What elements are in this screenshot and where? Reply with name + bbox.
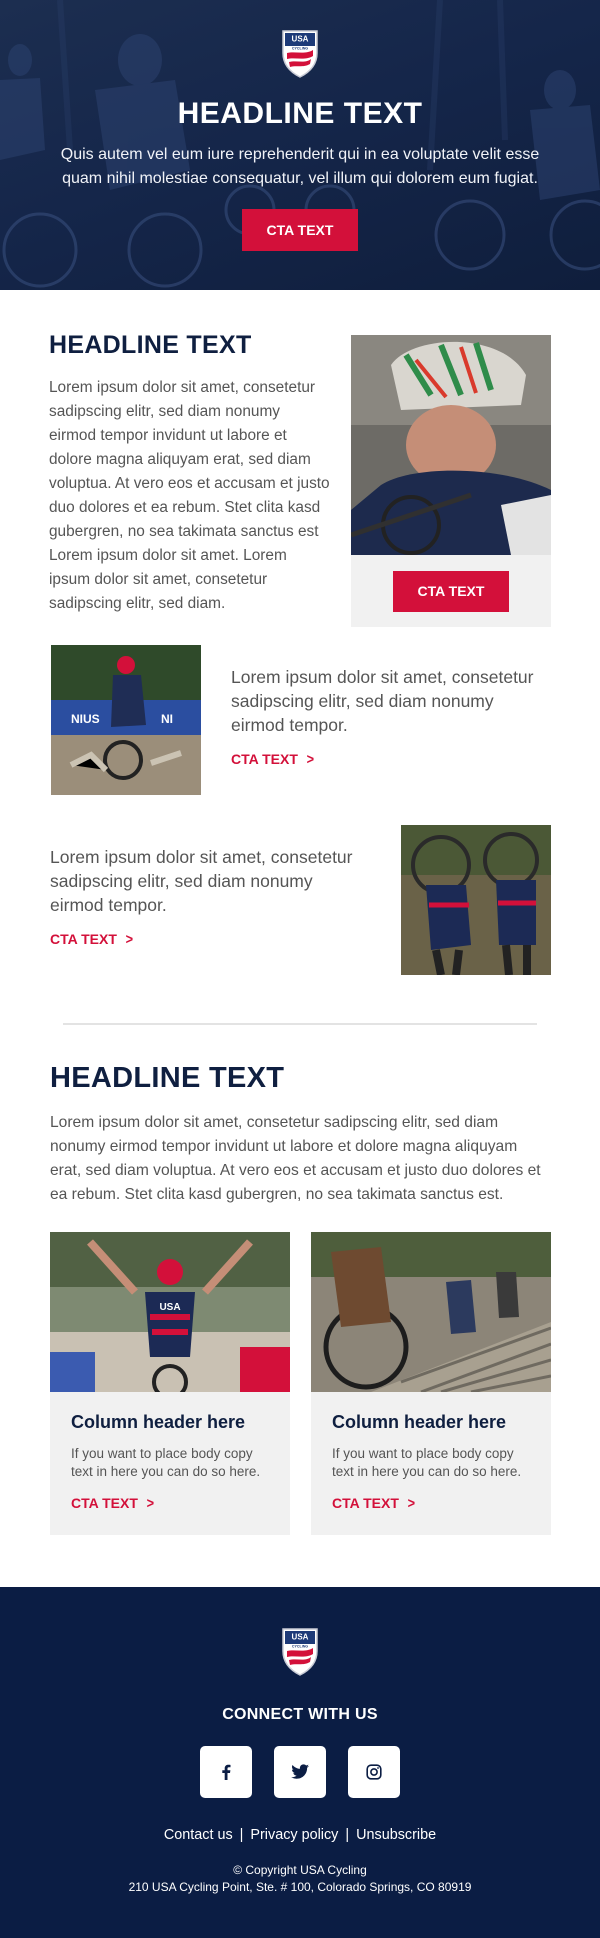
column-header: Column header here (332, 1412, 507, 1432)
row-text: Lorem ipsum dolor sit amet, consetetur sadipscing elitr, sed diam nonumy eirmod tempor. (231, 667, 534, 735)
feature-photo-card (351, 335, 551, 627)
social-links (0, 1746, 600, 1798)
svg-text:CYCLING: CYCLING (291, 1644, 309, 1649)
row-text: Lorem ipsum dolor sit amet, consetetur sadipscing elitr, sed diam nonumy eirmod tempor. (50, 847, 353, 915)
chevron-right-icon: > (407, 1495, 415, 1512)
hero-headline: HEADLINE TEXT (177, 97, 423, 130)
column-cta-link[interactable]: CTA TEXT > (332, 1495, 415, 1512)
mtb-race-photo (51, 645, 201, 795)
hero-cta-button[interactable]: CTA TEXT (242, 209, 358, 251)
row-cta-link[interactable]: CTA TEXT > (50, 931, 133, 948)
svg-text:USA: USA (159, 1302, 181, 1313)
cyclist-helmet-photo (351, 335, 551, 555)
hero-subheadline: Quis autem vel eum iure reprehenderit qui in ea voluptate velit esse quam nihil molestiae consequatur, vel illum qui dolorem eum fugiat. (60, 146, 540, 187)
column-card (50, 1232, 290, 1535)
svg-text:NI: NI (161, 712, 173, 726)
media-row-1 (0, 645, 600, 825)
footer-links (0, 1827, 600, 1843)
stair-run-photo (311, 1232, 551, 1392)
contact-us-link[interactable]: Contact us (163, 1827, 233, 1843)
card-cta-button[interactable]: CTA TEXT (393, 571, 509, 612)
connect-heading: CONNECT WITH US (222, 1706, 378, 1723)
column-copy: If you want to place body copy text in here you can do so here. (71, 1446, 261, 1479)
instagram-button[interactable] (348, 1746, 400, 1798)
section-headline: HEADLINE TEXT (50, 1062, 285, 1094)
link-separator: | (345, 1827, 350, 1843)
chevron-right-icon: > (306, 751, 314, 768)
column-card (311, 1232, 551, 1535)
section-body: Lorem ipsum dolor sit amet, consetetur sadipscing elitr, sed diam nonumy eirmod tempor invidunt ut labore et dolore magna aliquyam erat, sed diam voluptua. At vero eos et accusam et justo duo dolores et ea rebum. Stet clita kasd gubergren, no sea takimata sanctus est Lorem ipsum dolor sit amet. Lorem ipsum dolor sit amet, consetetur sadipscing elitr, sed diam. (49, 379, 330, 612)
address-text: 210 USA Cycling Point, Ste. # 100, Colorado Springs, CO 80919 (128, 1880, 472, 1894)
chevron-right-icon: > (146, 1495, 154, 1512)
media-row-2 (0, 825, 600, 1005)
column-copy: If you want to place body copy text in here you can do so here. (332, 1446, 522, 1479)
chevron-right-icon: > (125, 931, 133, 948)
winner-celebration-photo (50, 1232, 290, 1392)
twitter-button[interactable] (274, 1746, 326, 1798)
cyclocross-carry-photo (401, 825, 551, 975)
facebook-button[interactable] (200, 1746, 252, 1798)
usa-cycling-logo (281, 29, 319, 79)
privacy-policy-link[interactable]: Privacy policy (250, 1827, 339, 1843)
column-header: Column header here (71, 1412, 246, 1432)
feature-section (0, 290, 600, 645)
footer (0, 1587, 600, 1938)
svg-text:CYCLING: CYCLING (291, 46, 309, 51)
column-cta-link[interactable]: CTA TEXT > (71, 1495, 154, 1512)
link-separator: | (239, 1827, 244, 1843)
section-body: Lorem ipsum dolor sit amet, consetetur sadipscing elitr, sed diam nonumy eirmod tempor invidunt ut labore et dolore magna aliquyam erat, sed diam voluptua. At vero eos et accusam et justo duo dolores et ea rebum. Stet clita kasd gubergren, no sea takimata sanctus est. (50, 1114, 541, 1203)
instagram-icon (366, 1764, 382, 1780)
svg-text:USA: USA (291, 34, 309, 44)
article-section (0, 1025, 600, 1592)
svg-text:NIUS: NIUS (71, 712, 100, 726)
copyright-text: © Copyright USA Cycling (233, 1863, 367, 1877)
two-column-cards (50, 1232, 551, 1592)
svg-text:USA: USA (291, 1632, 309, 1642)
facebook-icon (218, 1764, 234, 1780)
twitter-icon (291, 1764, 309, 1780)
row-cta-link[interactable]: CTA TEXT > (231, 751, 314, 768)
hero-banner (0, 0, 600, 290)
section-headline: HEADLINE TEXT (49, 331, 252, 359)
usa-cycling-logo (281, 1627, 319, 1677)
unsubscribe-link[interactable]: Unsubscribe (356, 1827, 437, 1843)
